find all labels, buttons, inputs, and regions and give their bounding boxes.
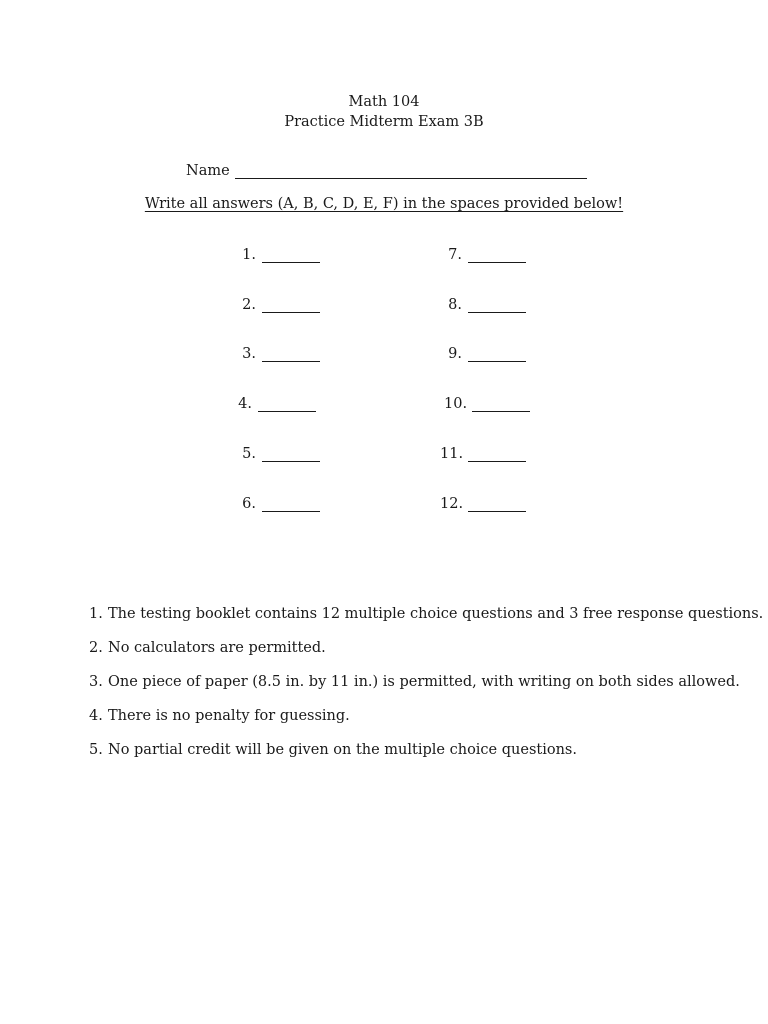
rule-item [89, 741, 709, 775]
answer-blank-12[interactable] [468, 495, 526, 512]
rule-text: There is no penalty for guessing. [108, 708, 350, 724]
answer-number: 3. [242, 346, 256, 362]
answer-blank-2[interactable] [262, 296, 320, 313]
answer-slot-9 [440, 345, 526, 362]
answer-number: 4. [238, 396, 252, 412]
answer-slot-4 [230, 395, 316, 412]
rule-item [89, 605, 764, 639]
rule-number: 3. [89, 674, 103, 690]
rule-number: 2. [89, 640, 103, 656]
answer-number: 9. [448, 346, 462, 362]
answer-number: 12. [440, 496, 464, 512]
rule-text: No calculators are permitted. [108, 640, 326, 656]
answer-slot-7 [440, 246, 526, 263]
answer-blank-3[interactable] [262, 345, 320, 362]
rule-number: 4. [89, 708, 103, 724]
answer-blank-5[interactable] [262, 445, 320, 462]
name-row [186, 161, 587, 179]
rule-text: The testing booklet contains 12 multiple choice questions and 3 free response questions. [108, 606, 764, 622]
answer-slot-6 [234, 495, 320, 512]
course-title: Math 104 [348, 94, 420, 110]
answer-number: 8. [448, 297, 462, 313]
answer-number: 10. [444, 396, 468, 412]
answer-number: 5. [242, 446, 256, 462]
answer-slot-11 [440, 445, 526, 462]
answer-blank-1[interactable] [262, 246, 320, 263]
exam-title: Practice Midterm Exam 3B [284, 114, 484, 130]
answer-blank-9[interactable] [468, 345, 526, 362]
answer-slot-10 [444, 395, 530, 412]
answer-instructions [0, 196, 768, 212]
rule-text: One piece of paper (8.5 in. by 11 in.) is permitted, with writing on both sides allowed. [108, 674, 740, 690]
answer-number: 6. [242, 496, 256, 512]
rule-item [89, 639, 709, 673]
answer-blank-8[interactable] [468, 296, 526, 313]
name-label: Name [186, 163, 230, 179]
answer-slot-1 [234, 246, 320, 263]
answer-slot-5 [234, 445, 320, 462]
rule-item [89, 707, 709, 741]
exam-rules-list [89, 605, 764, 775]
rule-item [89, 673, 740, 707]
answer-blank-10[interactable] [472, 395, 530, 412]
answer-slot-8 [440, 296, 526, 313]
answer-blank-4[interactable] [258, 395, 316, 412]
answer-slot-12 [440, 495, 526, 512]
answer-blank-11[interactable] [468, 445, 526, 462]
answer-number: 1. [242, 247, 256, 263]
answer-slot-2 [234, 296, 320, 313]
answer-instructions-text: Write all answers (A, B, C, D, E, F) in the spaces provided below! [144, 196, 624, 212]
answer-blank-7[interactable] [468, 246, 526, 263]
answer-number: 7. [448, 247, 462, 263]
answer-slot-3 [234, 345, 320, 362]
answer-number: 2. [242, 297, 256, 313]
rule-text: No partial credit will be given on the multiple choice questions. [108, 742, 577, 758]
answer-blank-6[interactable] [262, 495, 320, 512]
name-blank[interactable] [235, 161, 587, 179]
rule-number: 5. [89, 742, 103, 758]
answer-number: 11. [440, 446, 464, 462]
rule-number: 1. [89, 606, 103, 622]
